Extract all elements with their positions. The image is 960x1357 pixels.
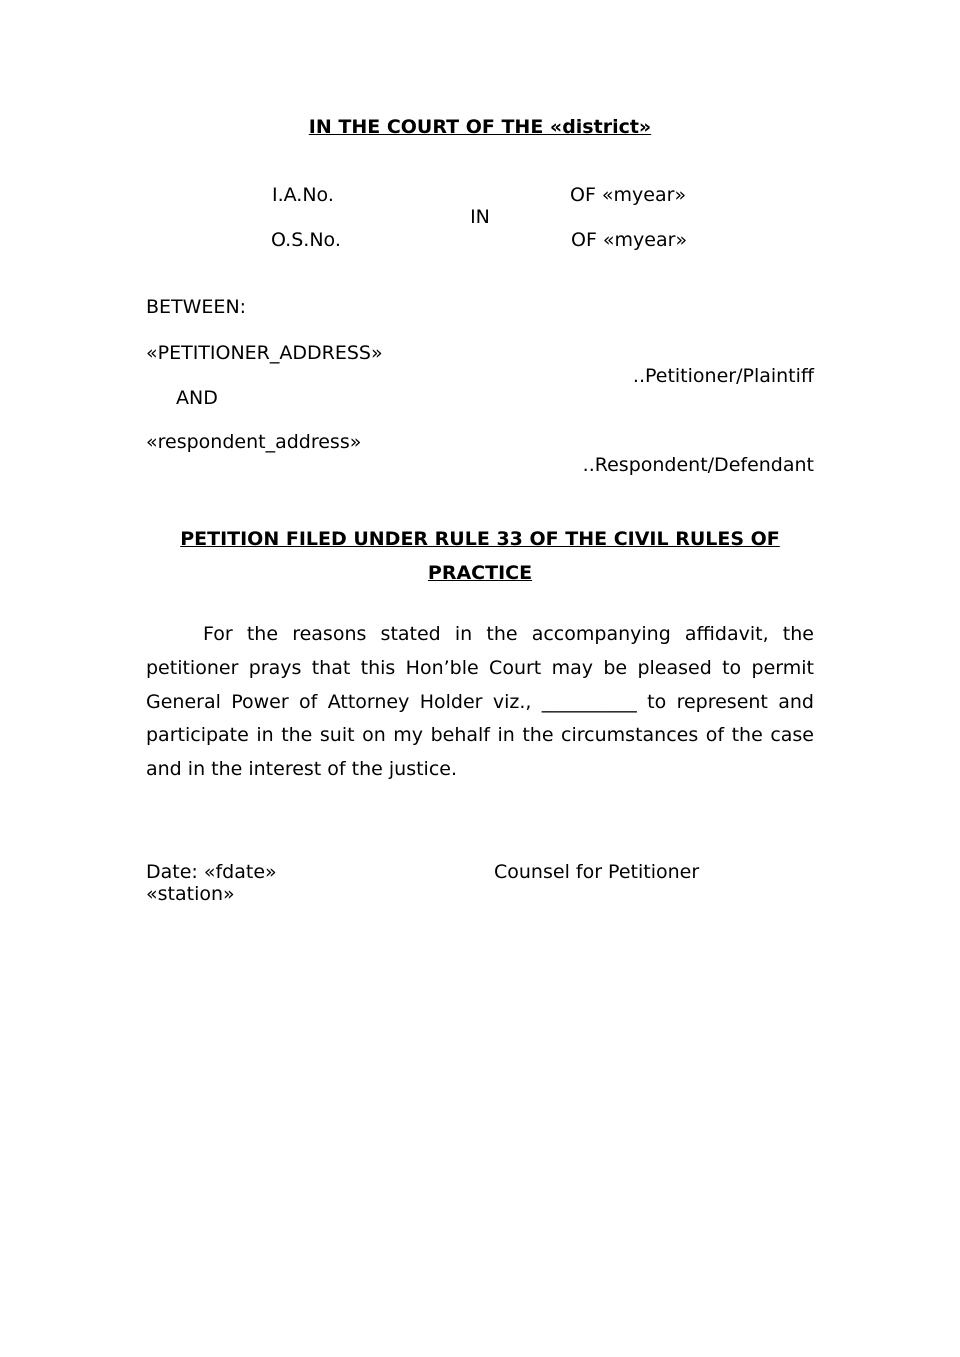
counsel-signature-line: Counsel for Petitioner (494, 861, 700, 883)
court-title: IN THE COURT OF THE «district» (308, 116, 652, 138)
os-year: OF «myear» (571, 229, 688, 251)
in-label: IN (470, 206, 490, 228)
and-label: AND (176, 387, 218, 409)
petitioner-role: ..Petitioner/Plaintiff (632, 365, 814, 387)
petition-body: For the reasons stated in the accompanying affidavit, the petitioner prays that this Hon’ble Court may be pleased to permit General Power of Attorney Holder viz., __________ to represent and participate in the suit on my behalf in the circumstances of the case and in the interest of the justice. (146, 623, 814, 781)
between-label: BETWEEN: (146, 296, 247, 318)
petitioner-address: «PETITIONER_ADDRESS» (146, 342, 383, 364)
os-number-label: O.S.No. (271, 229, 341, 251)
ia-year: OF «myear» (570, 184, 687, 206)
respondent-role: ..Respondent/Defendant (582, 454, 814, 476)
date-line: Date: «fdate» (146, 861, 277, 883)
petition-title: PETITION FILED UNDER RULE 33 OF THE CIVIL RULES OF PRACTICE (180, 528, 780, 584)
respondent-address: «respondent_address» (146, 431, 362, 453)
ia-number-label: I.A.No. (272, 184, 334, 206)
station-line: «station» (146, 883, 235, 905)
